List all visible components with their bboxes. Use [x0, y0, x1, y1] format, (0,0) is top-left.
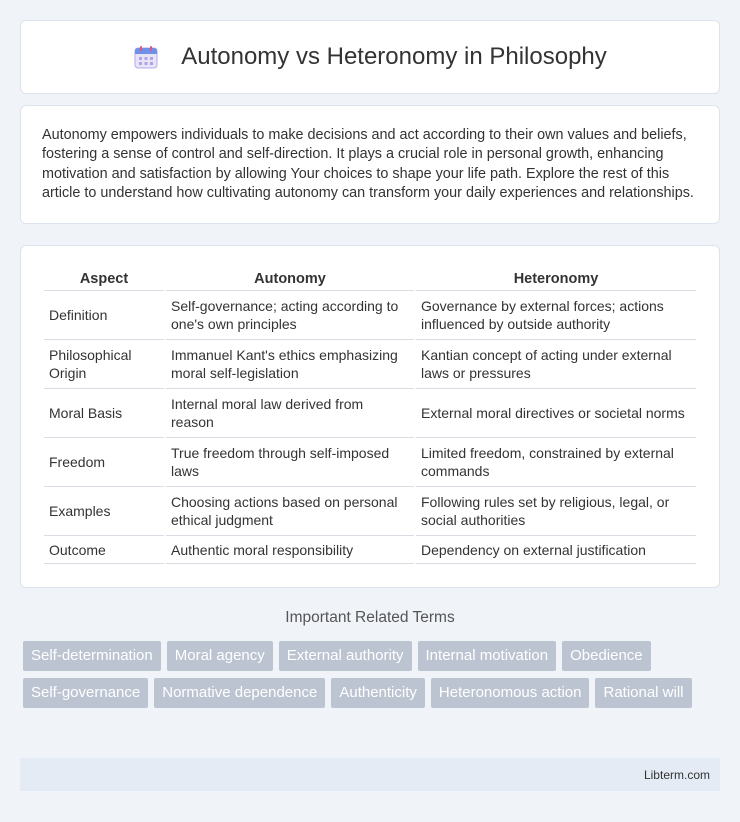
- tag-normative-dependence[interactable]: Normative dependence: [154, 678, 325, 708]
- header-card: [20, 20, 720, 94]
- table-row: [44, 389, 696, 438]
- table-cell: Limited freedom, constrained by external commands: [416, 438, 696, 487]
- table-cell: Kantian concept of acting under external laws or pressures: [416, 340, 696, 389]
- table-cell: Authentic moral responsibility: [166, 536, 414, 564]
- intro-card: [20, 105, 720, 224]
- related-terms-tags: [23, 641, 723, 708]
- table-cell: Dependency on external justification: [416, 536, 696, 564]
- table-cell: Choosing actions based on personal ethical judgment: [166, 487, 414, 536]
- tag-internal-motivation[interactable]: Internal motivation: [418, 641, 557, 671]
- table-header-aspect: Aspect: [44, 264, 164, 291]
- comparison-table-card: [20, 245, 720, 588]
- table-row: [44, 487, 696, 536]
- table-cell: Moral Basis: [44, 389, 164, 438]
- table-row: [44, 291, 696, 340]
- table-row: [44, 438, 696, 487]
- tag-self-determination[interactable]: Self-determination: [23, 641, 161, 671]
- table-header-autonomy: Autonomy: [166, 264, 414, 291]
- calendar-icon: [133, 44, 159, 70]
- table-cell: Freedom: [44, 438, 164, 487]
- footer: [20, 758, 720, 791]
- table-row: [44, 536, 696, 564]
- tag-heteronomous-action[interactable]: Heteronomous action: [431, 678, 590, 708]
- table-cell: Definition: [44, 291, 164, 340]
- table-cell: Following rules set by religious, legal, or social authorities: [416, 487, 696, 536]
- table-cell: Outcome: [44, 536, 164, 564]
- tag-obedience[interactable]: Obedience: [562, 641, 651, 671]
- table-header-heteronomy: Heteronomy: [416, 264, 696, 291]
- table-cell: External moral directives or societal norms: [416, 389, 696, 438]
- tag-self-governance[interactable]: Self-governance: [23, 678, 148, 708]
- table-cell: Governance by external forces; actions influenced by outside authority: [416, 291, 696, 340]
- comparison-table: [42, 264, 698, 564]
- tag-authenticity[interactable]: Authenticity: [331, 678, 425, 708]
- intro-paragraph: Autonomy empowers individuals to make decisions and act according to their own values and beliefs, fostering a sense of control and self-direction. It plays a crucial role in personal growth, enhancing motivation and satisfaction by allowing Your choices to shape your life path. Explore the rest of this article to understand how cultivating autonomy can transform your daily experiences and relationships.: [42, 127, 694, 202]
- page-title: Autonomy vs Heteronomy in Philosophy: [181, 43, 607, 70]
- tag-moral-agency[interactable]: Moral agency: [167, 641, 273, 671]
- tag-external-authority[interactable]: External authority: [279, 641, 412, 671]
- table-cell: True freedom through self-imposed laws: [166, 438, 414, 487]
- tag-rational-will[interactable]: Rational will: [595, 678, 691, 708]
- table-row: [44, 340, 696, 389]
- table-cell: Philosophical Origin: [44, 340, 164, 389]
- table-cell: Immanuel Kant's ethics emphasizing moral self-legislation: [166, 340, 414, 389]
- footer-brand-link[interactable]: Libterm.com: [643, 767, 710, 782]
- table-cell: Examples: [44, 487, 164, 536]
- related-terms-title: Important Related Terms: [285, 609, 455, 626]
- table-cell: Self-governance; acting according to one's own principles: [166, 291, 414, 340]
- table-cell: Internal moral law derived from reason: [166, 389, 414, 438]
